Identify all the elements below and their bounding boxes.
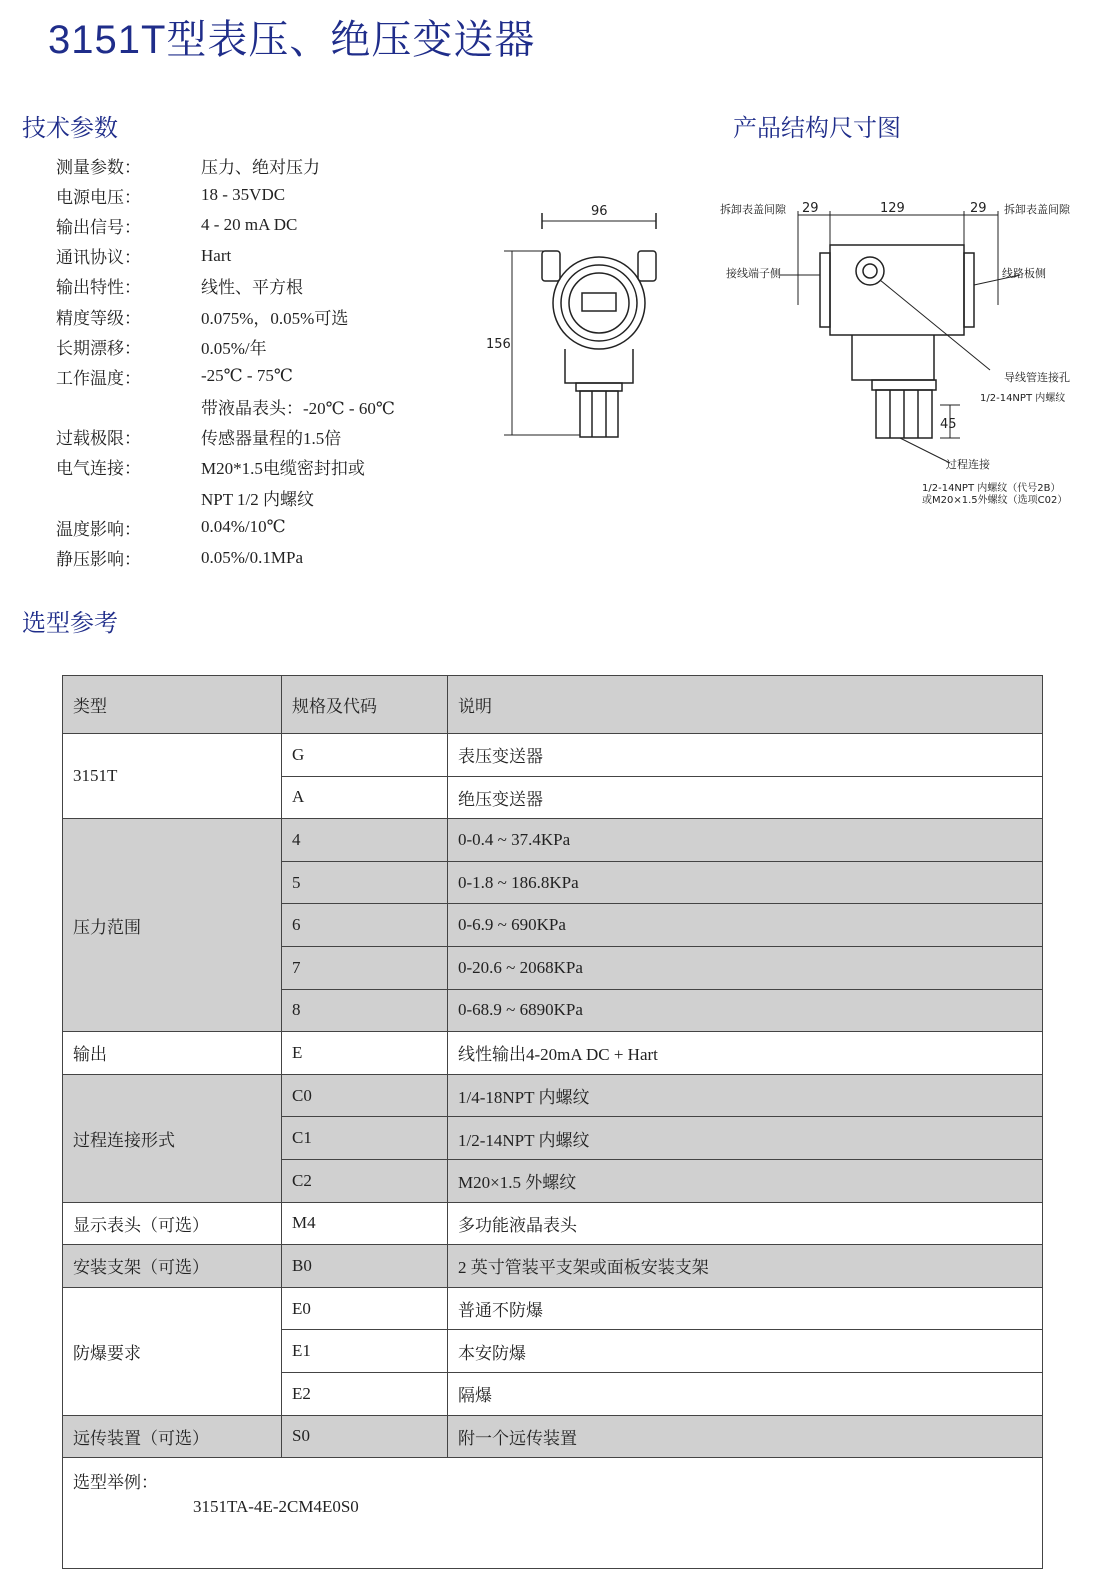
code-cell: B0 xyxy=(282,1245,448,1288)
table-row xyxy=(63,819,1043,862)
spec-value: 0.05%/年 xyxy=(201,338,267,358)
code-cell: 8 xyxy=(282,989,448,1032)
spec-row xyxy=(56,271,486,301)
desc-cell: 隔爆 xyxy=(448,1372,1043,1415)
desc-cell: 普通不防爆 xyxy=(448,1287,1043,1330)
spec-value: -25℃ - 75℃ xyxy=(201,366,293,386)
spec-value: 0.05%/0.1MPa xyxy=(201,547,303,567)
spec-value: 0.04%/10℃ xyxy=(201,517,286,537)
side-dim-bottom: 45 xyxy=(940,417,957,432)
code-cell: 6 xyxy=(282,904,448,947)
side-terminal-label: 接线端子侧 xyxy=(726,267,781,280)
group-name-cell: 防爆要求 xyxy=(63,1287,282,1415)
spec-label: 温度影响： xyxy=(56,519,141,539)
example-row xyxy=(63,1458,1043,1569)
group-name-cell: 显示表头（可选） xyxy=(63,1202,282,1245)
spec-label: 精度等级： xyxy=(56,308,141,328)
spec-row xyxy=(56,150,486,180)
front-view xyxy=(504,213,656,437)
tech-params-list xyxy=(56,150,486,573)
col-header-type: 类型 xyxy=(63,676,282,734)
spec-row xyxy=(56,422,486,452)
spec-value: 线性、平方根 xyxy=(201,278,303,298)
spec-value: 4 - 20 mA DC xyxy=(201,215,298,235)
spec-row xyxy=(56,361,486,391)
front-height-dim: 156 xyxy=(486,337,511,352)
code-cell: 5 xyxy=(282,861,448,904)
spec-row xyxy=(56,210,486,240)
code-cell: G xyxy=(282,734,448,777)
example-cell xyxy=(63,1458,1043,1569)
spec-value: M20*1.5电缆密封扣或 xyxy=(201,459,365,479)
group-name-cell: 过程连接形式 xyxy=(63,1074,282,1202)
side-process-spec1: 1/2-14NPT 内螺纹（代号2B） xyxy=(922,483,1061,494)
spec-row xyxy=(56,301,486,331)
spec-label: 电源电压： xyxy=(56,187,141,207)
side-cover-left-label: 拆卸表盖间隙 xyxy=(720,203,786,216)
desc-cell: 线性输出4-20mA DC + Hart xyxy=(448,1032,1043,1075)
code-cell: 7 xyxy=(282,946,448,989)
desc-cell: 本安防爆 xyxy=(448,1330,1043,1373)
code-cell: E0 xyxy=(282,1287,448,1330)
desc-cell: 绝压变送器 xyxy=(448,776,1043,819)
code-cell: E1 xyxy=(282,1330,448,1373)
desc-cell: 附一个远传装置 xyxy=(448,1415,1043,1458)
desc-cell: 0-68.9 ~ 6890KPa xyxy=(448,989,1043,1032)
group-name-cell: 安装支架（可选） xyxy=(63,1245,282,1288)
desc-cell: M20×1.5 外螺纹 xyxy=(448,1159,1043,1202)
spec-label: 长期漂移： xyxy=(56,338,141,358)
table-row xyxy=(63,1032,1043,1075)
drawing-heading: 产品结构尺寸图 xyxy=(733,115,901,142)
spec-label: 通讯协议： xyxy=(56,248,141,268)
spec-value: 0.075%，0.05%可选 xyxy=(201,308,349,328)
code-cell: C2 xyxy=(282,1159,448,1202)
structure-drawing xyxy=(480,185,1100,515)
group-name-cell: 远传装置（可选） xyxy=(63,1415,282,1458)
spec-row xyxy=(56,512,486,542)
desc-cell: 0-20.6 ~ 2068KPa xyxy=(448,946,1043,989)
spec-label: 过载极限： xyxy=(56,429,141,449)
spec-value: 18 - 35VDC xyxy=(201,185,286,205)
group-name-cell: 输出 xyxy=(63,1032,282,1075)
table-row xyxy=(63,1245,1043,1288)
spec-value: 带液晶表头：-20℃ - 60℃ xyxy=(201,399,395,419)
spec-row xyxy=(56,542,486,572)
code-cell: 4 xyxy=(282,819,448,862)
code-cell: M4 xyxy=(282,1202,448,1245)
group-name-cell: 压力范围 xyxy=(63,819,282,1032)
code-cell: E xyxy=(282,1032,448,1075)
selection-heading: 选型参考 xyxy=(22,610,118,637)
desc-cell: 1/4-18NPT 内螺纹 xyxy=(448,1074,1043,1117)
spec-label: 静压影响： xyxy=(56,550,141,570)
side-view xyxy=(780,211,1020,463)
side-conduit-spec: 1/2-14NPT 内螺纹 xyxy=(980,393,1066,404)
desc-cell: 0-0.4 ~ 37.4KPa xyxy=(448,819,1043,862)
table-row xyxy=(63,1202,1043,1245)
spec-value: 压力、绝对压力 xyxy=(201,157,320,177)
code-cell: C1 xyxy=(282,1117,448,1160)
desc-cell: 2 英寸管装平支架或面板安装支架 xyxy=(448,1245,1043,1288)
spec-row xyxy=(56,392,486,422)
code-cell: A xyxy=(282,776,448,819)
example-label: 选型举例： xyxy=(73,1473,158,1493)
table-row xyxy=(63,1287,1043,1330)
col-header-code: 规格及代码 xyxy=(282,676,448,734)
spec-value: NPT 1/2 内螺纹 xyxy=(201,489,315,509)
side-process-spec2: 或M20×1.5外螺纹（选项C02） xyxy=(922,495,1068,506)
example-code: 3151TA-4E-2CM4E0S0 xyxy=(193,1497,359,1517)
table-header-row xyxy=(63,676,1043,734)
spec-label: 输出特性： xyxy=(56,278,141,298)
desc-cell: 0-6.9 ~ 690KPa xyxy=(448,904,1043,947)
spec-label: 测量参数： xyxy=(56,157,141,177)
group-name-cell: 3151T xyxy=(63,734,282,819)
tech-params-heading: 技术参数 xyxy=(22,115,118,142)
desc-cell: 多功能液晶表头 xyxy=(448,1202,1043,1245)
table-row xyxy=(63,1074,1043,1117)
side-circuit-label: 线路板侧 xyxy=(1002,267,1046,280)
table-row xyxy=(63,734,1043,777)
spec-row xyxy=(56,241,486,271)
spec-value: Hart xyxy=(201,245,232,265)
col-header-desc: 说明 xyxy=(448,676,1043,734)
selection-table xyxy=(62,675,1043,1569)
spec-label: 电气连接： xyxy=(56,459,141,479)
table-row xyxy=(63,1415,1043,1458)
desc-cell: 0-1.8 ~ 186.8KPa xyxy=(448,861,1043,904)
code-cell: C0 xyxy=(282,1074,448,1117)
side-dim-mid: 129 xyxy=(880,201,905,216)
desc-cell: 表压变送器 xyxy=(448,734,1043,777)
side-dim-right: 29 xyxy=(970,201,987,216)
side-dim-left: 29 xyxy=(802,201,819,216)
side-conduit-label: 导线管连接孔 xyxy=(1004,371,1070,384)
code-cell: E2 xyxy=(282,1372,448,1415)
spec-row xyxy=(56,452,486,482)
side-process-label: 过程连接 xyxy=(946,458,990,471)
side-cover-right-label: 拆卸表盖间隙 xyxy=(1004,203,1070,216)
code-cell: S0 xyxy=(282,1415,448,1458)
spec-row xyxy=(56,331,486,361)
spec-row xyxy=(56,482,486,512)
spec-row xyxy=(56,180,486,210)
spec-label: 工作温度： xyxy=(56,368,141,388)
spec-label: 输出信号： xyxy=(56,217,141,237)
page-title: 3151T型表压、绝压变送器 xyxy=(48,18,536,62)
spec-value: 传感器量程的1.5倍 xyxy=(201,429,342,449)
front-width-dim: 96 xyxy=(591,204,608,219)
desc-cell: 1/2-14NPT 内螺纹 xyxy=(448,1117,1043,1160)
